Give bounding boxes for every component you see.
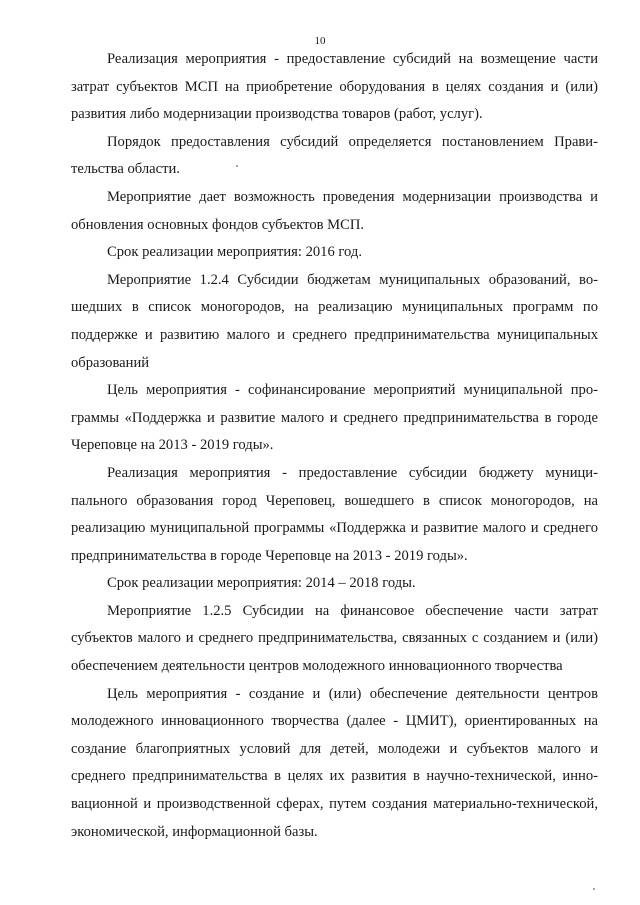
scan-speck: [593, 888, 595, 890]
paragraph-subsidy-procedure: Порядок предоставления субсидий определяется постановлением Правительства области.: [71, 133, 598, 178]
document-body: [71, 46, 598, 846]
page-number: 10: [314, 35, 326, 47]
paragraph-subsidy-implementation: Реализация мероприятия - предоставление субсидий на возмещение части затрат субъектов МСП на приобретение оборудования в целях создания и (или) развития либо модернизации производства товаров (работ, услуг).: [71, 51, 598, 123]
paragraph-term-2014-2018: Срок реализации мероприятия: 2014 – 2018 годы.: [107, 575, 416, 592]
paragraph-goal-cmit: Цель мероприятия - создание и (или) обеспечение деятельности центров молодежного инновационного творчества (далее - ЦМИТ), ориентированных на создание благоприятных условий для детей, молодежи и субъектов малого и среднего предпринимательства в целях их развития в научно-технической, инновационной и производственной сферах, путем создания материально-технической, экономической, информационной базы.: [71, 685, 598, 840]
paragraph-goal-cofinancing: Цель мероприятия - софинансирование мероприятий муниципальной программы «Поддержка и развитие малого и среднего предпринимательства в городе Череповце на 2013 - 2019 годы».: [71, 382, 598, 454]
paragraph-modernization: Мероприятие дает возможность проведения модернизации производства и обновления основных фондов субъектов МСП.: [71, 188, 598, 233]
scan-speck: [236, 165, 238, 167]
paragraph-term-2016: Срок реализации мероприятия: 2016 год.: [107, 244, 362, 261]
paragraph-cherepovets-subsidy: Реализация мероприятия - предоставление субсидии бюджету муниципального образования город Череповец, вошедшего в список моногородов, на реализацию муниципальной программы «Поддержка и развитие малого и среднего предпринимательства в городе Череповце на 2013 - 2019 годы».: [71, 464, 598, 564]
paragraph-measure-1-2-5: Мероприятие 1.2.5 Субсидии на финансовое обеспечение части затрат субъектов малого и среднего предпринимательства, связанных с созданием и (или) обеспечением деятельности центров молодежного инновационного творчества: [71, 602, 598, 675]
paragraph-measure-1-2-4: Мероприятие 1.2.4 Субсидии бюджетам муниципальных образований, вошедших в список моногородов, на реализацию муниципальных программ по поддержке и развитию малого и среднего предпринимательства муниципальных образований: [71, 271, 598, 371]
